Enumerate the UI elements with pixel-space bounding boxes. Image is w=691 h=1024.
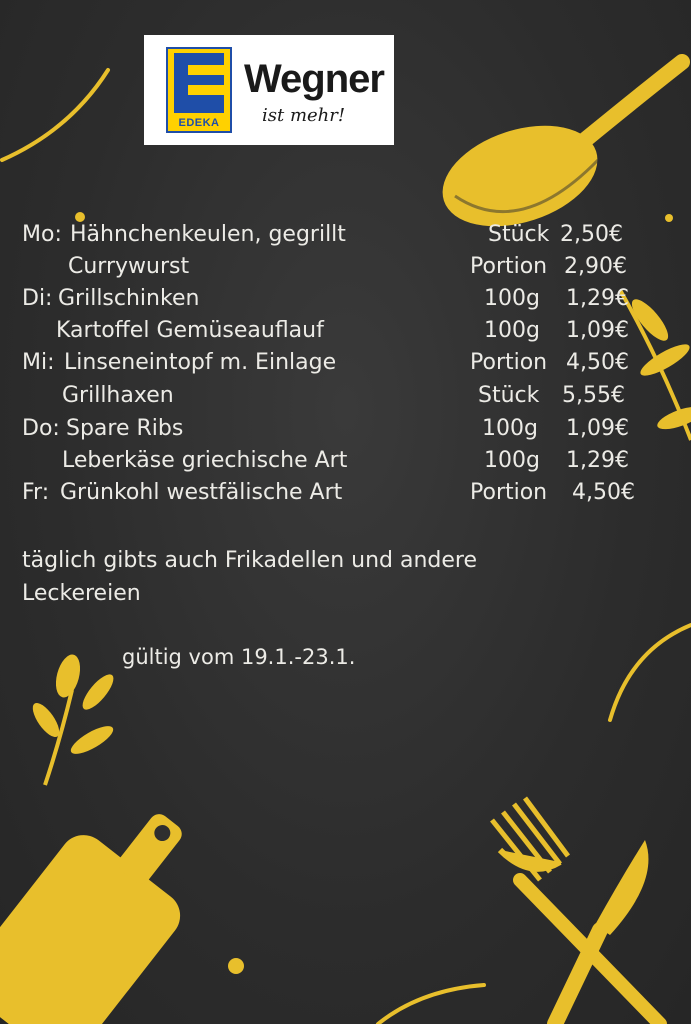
menu-price: 2,90€ bbox=[564, 254, 627, 279]
store-logo bbox=[144, 35, 394, 145]
menu-unit: Stück bbox=[478, 383, 540, 408]
menu-price: 4,50€ bbox=[572, 480, 635, 505]
decorative-arc bbox=[2, 70, 108, 160]
menu-dish: Currywurst bbox=[68, 254, 190, 279]
menu-row bbox=[0, 383, 691, 415]
menu-unit: Portion bbox=[470, 480, 548, 505]
menu-price: 1,29€ bbox=[566, 448, 629, 473]
menu-price: 1,29€ bbox=[566, 286, 629, 311]
menu-day: Mi: bbox=[22, 350, 55, 375]
daily-note: täglich gibts auch Frikadellen und andere Leckereien bbox=[22, 548, 478, 606]
edeka-label: EDEKA bbox=[178, 117, 220, 129]
menu-price: 1,09€ bbox=[566, 416, 629, 441]
menu-unit: 100g bbox=[484, 318, 540, 343]
leaf-branch-icon bbox=[28, 652, 118, 785]
decorative-dot bbox=[228, 958, 244, 974]
menu-price: 4,50€ bbox=[566, 350, 629, 375]
menu-day: Fr: bbox=[22, 480, 50, 505]
menu-row bbox=[0, 318, 691, 350]
menu-row bbox=[0, 480, 691, 512]
menu-price: 2,50€ bbox=[560, 222, 623, 247]
menu-price: 1,09€ bbox=[566, 318, 629, 343]
spoon-icon bbox=[430, 62, 682, 244]
menu-row bbox=[0, 350, 691, 382]
menu-dish: Spare Ribs bbox=[66, 416, 184, 441]
menu-day: Mo: bbox=[22, 222, 62, 247]
decorative-dot bbox=[665, 214, 673, 222]
decorative-dot bbox=[75, 212, 85, 222]
menu-unit: 100g bbox=[484, 286, 540, 311]
menu-price: 5,55€ bbox=[562, 383, 625, 408]
store-name: Wegner bbox=[244, 57, 384, 101]
decorative-arc bbox=[378, 985, 484, 1024]
cutting-board-icon bbox=[0, 778, 227, 1024]
store-slogan: ist mehr! bbox=[262, 105, 346, 126]
menu-row bbox=[0, 416, 691, 448]
validity-period: gültig vom 19.1.-23.1. bbox=[122, 645, 356, 669]
menu-dish: Grillhaxen bbox=[62, 383, 174, 408]
menu-unit: Portion bbox=[470, 254, 548, 279]
menu-dish: Leberkäse griechische Art bbox=[62, 448, 348, 473]
menu-dish: Grillschinken bbox=[58, 286, 200, 311]
menu-dish: Grünkohl westfälische Art bbox=[60, 480, 343, 505]
edeka-logo-icon bbox=[166, 47, 232, 133]
menu-unit: 100g bbox=[484, 448, 540, 473]
menu-day: Di: bbox=[22, 286, 53, 311]
menu-dish: Linseneintopf m. Einlage bbox=[64, 350, 337, 375]
menu-day: Do: bbox=[22, 416, 60, 441]
menu-row bbox=[0, 448, 691, 480]
menu-dish: Kartoffel Gemüseauflauf bbox=[56, 318, 324, 343]
menu-row bbox=[0, 254, 691, 286]
menu-row bbox=[0, 222, 691, 254]
menu-unit: Stück bbox=[488, 222, 550, 247]
decorative-arc bbox=[610, 625, 691, 720]
menu-row bbox=[0, 286, 691, 318]
menu-unit: Portion bbox=[470, 350, 548, 375]
menu-unit: 100g bbox=[482, 416, 538, 441]
menu-dish: Hähnchenkeulen, gegrillt bbox=[70, 222, 346, 247]
